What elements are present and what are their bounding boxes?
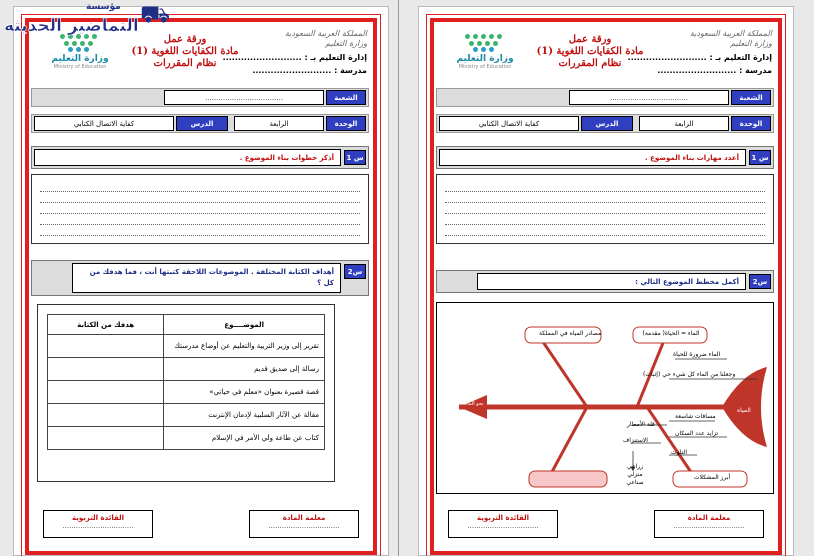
teacher-label: معلمة المادة — [282, 514, 326, 522]
watermark-small-text: مؤسسة — [86, 2, 121, 12]
lesson-value: كفاية الاتصال الكتابي — [439, 116, 579, 131]
leader-label: القائدة التربوية — [71, 514, 125, 522]
title-line-3: نظام المقررات — [558, 58, 622, 69]
watermark-name: التماضير الحديثة — [4, 16, 139, 36]
question-1 — [436, 146, 774, 169]
lesson-label: الدرس — [176, 116, 228, 131]
table-row — [48, 358, 325, 381]
school-label: مدرسة : .......................... — [252, 66, 367, 75]
cause-pollution: التلوث — [671, 449, 688, 456]
teacher-signature[interactable]: معلمة المادة ................................ — [654, 510, 764, 538]
section-row — [436, 88, 774, 107]
topics-table — [47, 314, 325, 450]
section-label: الشعبة — [731, 90, 771, 105]
kingdom-label: المملكة العربية السعودية — [689, 29, 772, 38]
cause-rain: قلة الأمطار — [627, 421, 655, 428]
table-row — [48, 335, 325, 358]
topic-cell: كتاب عن طاعة ولي الأمر في الإسلام — [164, 427, 325, 450]
topic-cell: رسالة إلى صديق قديم — [164, 358, 325, 381]
logo-english-name: Ministry of Education — [53, 64, 107, 70]
question-1-number: س 1 — [749, 150, 771, 165]
leader-label: القائدة التربوية — [476, 514, 530, 522]
fish-tail-arrow — [459, 395, 487, 419]
teacher-label: معلمة المادة — [687, 514, 731, 522]
cause-population: تزايد عدد السكان — [675, 430, 719, 437]
fish-line-1: الماء ضرورة للحياة — [673, 351, 721, 358]
question-2-box — [477, 273, 746, 290]
table-header-topic: الموضــــوع — [164, 315, 325, 335]
table-row — [48, 381, 325, 404]
lesson-value: كفاية الاتصال الكتابي — [34, 116, 174, 131]
ministry-logo — [440, 32, 530, 70]
question-1-box — [34, 149, 341, 166]
ministry-label: وزارة التعليم — [730, 39, 772, 48]
cause-distances: مسافات شاسعة — [675, 413, 716, 420]
logo-english-name: Ministry of Education — [458, 64, 512, 70]
goal-cell[interactable] — [48, 335, 164, 358]
bone-upper-left — [537, 333, 587, 407]
fishbone-svg — [437, 303, 773, 493]
header-ministry-block — [222, 28, 367, 75]
goal-cell[interactable] — [48, 404, 164, 427]
leader-signature[interactable]: القائدة التربوية ................................ — [448, 510, 558, 538]
kingdom-label: المملكة العربية السعودية — [284, 29, 367, 38]
red-frame — [430, 18, 782, 555]
worksheet-page-left — [13, 6, 389, 556]
logo-dots-icon — [461, 32, 509, 52]
unit-value: الرابعة — [639, 116, 729, 131]
leader-signature[interactable]: القائدة التربوية ................................ — [43, 510, 153, 538]
question-1-box — [439, 149, 746, 166]
question-1-number: س 1 — [344, 150, 366, 165]
section-field[interactable]: ................................... — [164, 90, 324, 105]
logo-arabic-name: وزارة التعليم — [456, 54, 514, 64]
edu-admin-label: إدارة التعليم بـ : .......................... — [222, 53, 367, 62]
question-1-text: أعدد مهارات بناء الموضوع . — [644, 154, 739, 162]
page-divider — [398, 0, 399, 556]
header-ministry-block — [627, 28, 772, 75]
question-1-text: أذكر خطوات بناء الموضوع . — [239, 154, 334, 162]
topic-cell: مقالة عن الآثار السلبية لإدمان الإنترنت — [164, 404, 325, 427]
answer-lines-1[interactable] — [436, 174, 774, 244]
publisher-watermark — [0, 0, 185, 42]
unit-label: الوحدة — [731, 116, 771, 131]
unit-label: الوحدة — [326, 116, 366, 131]
title-line-2: مادة الكفايات اللغوية (1) — [131, 46, 239, 57]
title-line-1: ورقة عمل — [568, 34, 612, 45]
cause-depletion: الاستنزاف — [623, 437, 648, 444]
unit-value: الرابعة — [234, 116, 324, 131]
question-2 — [436, 270, 774, 293]
goal-cell[interactable] — [48, 381, 164, 404]
red-frame — [25, 18, 377, 555]
question-1 — [31, 146, 369, 169]
edu-admin-label: إدارة التعليم بـ : .......................... — [627, 53, 772, 62]
section-row — [31, 88, 369, 107]
question-2-box — [72, 263, 341, 293]
goal-cell[interactable] — [48, 427, 164, 450]
topic-cell: تقرير إلى وزير التربية والتعليم عن أوضاع مدرستك — [164, 335, 325, 358]
fishbone-diagram — [436, 302, 774, 494]
worksheet-title — [534, 34, 646, 69]
goal-cell[interactable] — [48, 358, 164, 381]
question-2-number: س2 — [749, 274, 771, 289]
cause-types: زراعي منزلي صناعي — [626, 463, 644, 486]
title-line-1: ورقة عمل — [163, 34, 207, 45]
answer-lines-1[interactable] — [31, 174, 369, 244]
teacher-signature[interactable]: معلمة المادة ................................ — [249, 510, 359, 538]
fish-head-label: المياه — [737, 407, 751, 414]
unit-row — [31, 114, 369, 133]
worksheet-page-right — [418, 6, 794, 556]
question-2 — [31, 260, 369, 296]
question-2-text: أكمل مخطط الموضوع التالي : — [635, 278, 739, 286]
section-label: الشعبة — [326, 90, 366, 105]
table-row — [48, 404, 325, 427]
fish-box-intro-text: الماء = الحياة( مقدمة) — [642, 330, 700, 337]
fish-box-sources-text: مصادر المياه في المملكة — [538, 330, 602, 337]
title-line-2: مادة الكفايات اللغوية (1) — [536, 46, 644, 57]
fish-tail-label: نحو الماء — [465, 401, 484, 407]
bone-upper-right — [637, 333, 667, 407]
box-empty — [529, 471, 607, 487]
school-label: مدرسة : .......................... — [657, 66, 772, 75]
fish-line-2: وجعلنا من الماء كل شيء حي (إثبات) — [643, 371, 736, 378]
question-2-number: س2 — [344, 264, 366, 279]
truck-icon: ⛟ — [140, 0, 171, 28]
unit-row — [436, 114, 774, 133]
logo-arabic-name: وزارة التعليم — [51, 54, 109, 64]
fish-box-problems-text: أبرز المشكلات — [693, 474, 731, 481]
ministry-label: وزارة التعليم — [325, 39, 367, 48]
question-2-text: أهداف الكتابة المختلفة . الموضوعات اللاحقة كتبتها أنت ، فما هدفك من كل ؟ — [89, 268, 334, 287]
title-line-3: نظام المقررات — [153, 58, 217, 69]
lesson-label: الدرس — [581, 116, 633, 131]
table-row — [48, 427, 325, 450]
topic-cell: قصة قصيرة بعنوان «معلم في حياتي» — [164, 381, 325, 404]
section-field[interactable]: ................................... — [569, 90, 729, 105]
table-header-goal: هدفك من الكتابة — [48, 315, 164, 335]
bone-lower-left — [547, 407, 587, 481]
